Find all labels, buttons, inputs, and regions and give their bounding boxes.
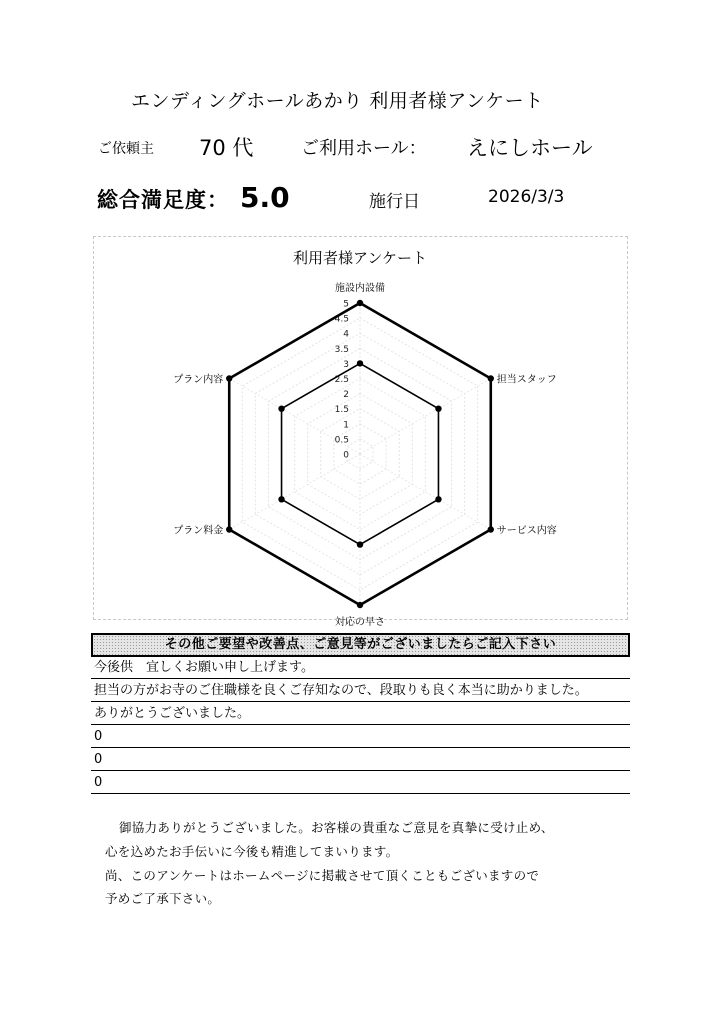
comment-line: 今後供 宜しくお願い申し上げます。 bbox=[91, 657, 630, 679]
axis-label: 施設内設備 bbox=[335, 283, 385, 294]
hall-label: ご利用ホール： bbox=[301, 138, 427, 159]
tick-label: 3 bbox=[343, 359, 349, 370]
footer-text: 尚、このアンケートはホームページに掲載させて頂くこともございますので bbox=[105, 868, 540, 883]
comment-line: 担当の方がお寺のご住職様を良くご存知なので、段取りも良く本当に助かりました。 bbox=[91, 680, 630, 702]
overall-satisfaction-value: 5.0 bbox=[240, 181, 290, 214]
axis-label: プラン内容 bbox=[173, 374, 224, 386]
overall-satisfaction-label: 総合満足度： bbox=[97, 188, 229, 212]
comment-line: 0 bbox=[91, 726, 630, 748]
tick-label: 5 bbox=[343, 299, 349, 310]
footer-text: 御協力ありがとうございました。お客様の貴重なご意見を真摯に受け止め、 bbox=[119, 820, 554, 835]
footer-text: 心を込めたお手伝いに今後も精進してまいります。 bbox=[105, 844, 399, 859]
footer-text: 予めご了承下さい。 bbox=[105, 891, 221, 906]
data-point bbox=[226, 526, 232, 532]
tick-label: 1 bbox=[343, 420, 349, 431]
tick-label: 3.5 bbox=[334, 344, 349, 355]
client-label: ご依頼主 bbox=[98, 141, 154, 157]
data-point bbox=[357, 360, 363, 366]
data-point bbox=[488, 526, 494, 532]
comment-line: 0 bbox=[91, 749, 630, 771]
data-point bbox=[278, 406, 284, 412]
tick-label: 1.5 bbox=[334, 405, 349, 416]
data-point bbox=[435, 496, 441, 502]
comment-line: 0 bbox=[91, 772, 630, 794]
data-point bbox=[357, 602, 363, 608]
ceremony-date-label: 施行日 bbox=[369, 192, 420, 212]
hall-name-value: えにしホール bbox=[467, 136, 593, 160]
comment-line: ありがとうございました。 bbox=[91, 703, 630, 725]
chart-title: 利用者様アンケート bbox=[292, 249, 428, 267]
tick-label: 0.5 bbox=[334, 435, 349, 446]
data-point bbox=[488, 375, 494, 381]
tick-label: 2.5 bbox=[334, 375, 349, 385]
tick-label: 2 bbox=[343, 390, 349, 401]
tick-label: 4 bbox=[343, 329, 349, 340]
tick-label: 0 bbox=[343, 450, 349, 461]
tick-label: 4.5 bbox=[334, 314, 349, 325]
axis-label: 対応の早さ bbox=[335, 617, 385, 628]
ceremony-date-value: 2026/3/3 bbox=[488, 187, 565, 207]
data-point bbox=[226, 375, 232, 381]
axis-label: プラン料金 bbox=[173, 525, 224, 537]
axis-label: 担当スタッフ bbox=[496, 374, 557, 386]
data-point bbox=[278, 496, 284, 502]
radar-chart bbox=[93, 236, 628, 628]
document-title: エンディングホールあかり 利用者様アンケート bbox=[131, 90, 544, 112]
data-point bbox=[357, 541, 363, 547]
axis-label: サービス内容 bbox=[496, 525, 557, 537]
client-age-value: 70 代 bbox=[199, 136, 254, 160]
data-point bbox=[435, 406, 441, 412]
comments-section-header: その他ご要望や改善点、ご意見等がございましたらご記入下さい bbox=[91, 633, 630, 657]
data-point bbox=[357, 300, 363, 306]
